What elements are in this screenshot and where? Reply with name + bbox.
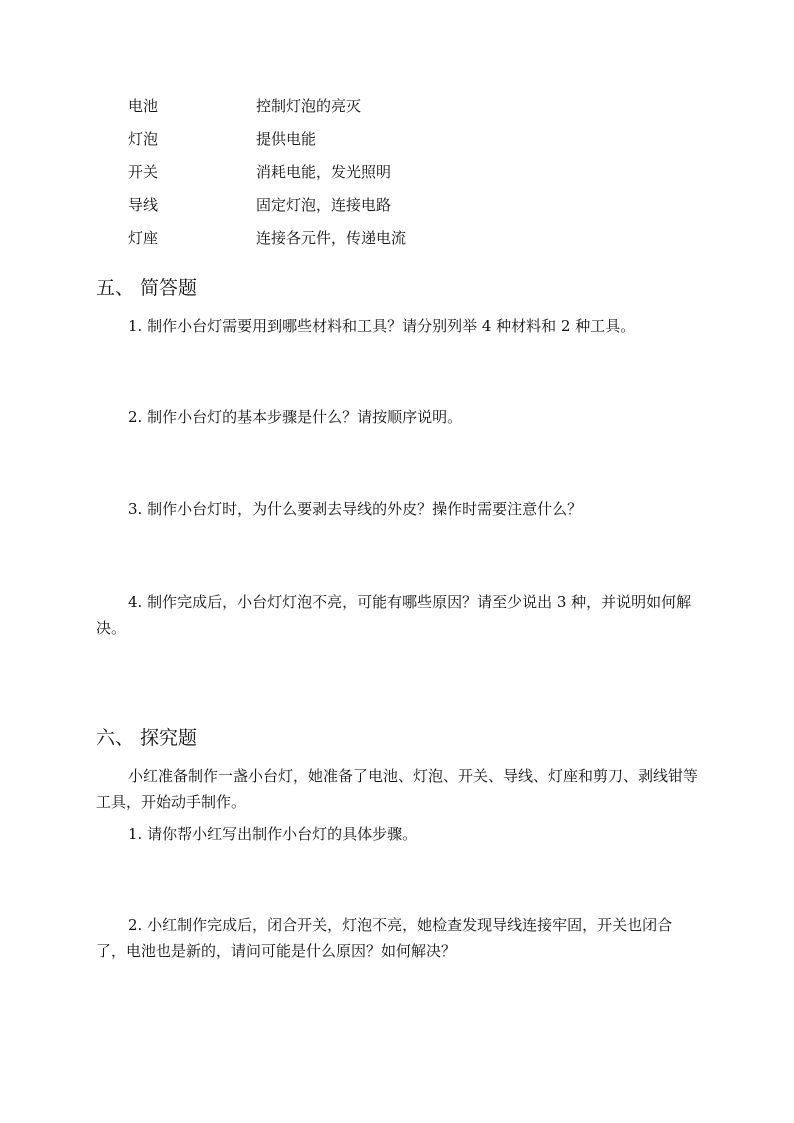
section-title-short-answer: 五、 简答题 bbox=[96, 277, 198, 299]
matching-right-item: 消耗电能，发光照明 bbox=[256, 163, 392, 181]
matching-right-item: 固定灯泡，连接电路 bbox=[256, 196, 392, 214]
section-title-inquiry: 六、 探究题 bbox=[96, 727, 198, 749]
matching-left-item: 开关 bbox=[128, 163, 159, 181]
question-6-1: 1. 请你帮小红写出制作小台灯的具体步骤。 bbox=[128, 825, 418, 843]
matching-left-item: 电池 bbox=[128, 97, 159, 115]
inquiry-intro: 小红准备制作一盏小台灯，她准备了电池、灯泡、开关、导线、灯座和剪刀、剥线钳等工具，开始动手制作。 bbox=[96, 767, 699, 811]
matching-row-5 bbox=[128, 227, 628, 249]
question-5-3: 3. 制作小台灯时，为什么要剥去导线的外皮？操作时需要注意什么？ bbox=[128, 500, 583, 518]
matching-right-item: 控制灯泡的亮灭 bbox=[256, 97, 362, 115]
question-5-1: 1. 制作小台灯需要用到哪些材料和工具？请分别列举 4 种材料和 2 种工具。 bbox=[128, 317, 636, 335]
question-5-2: 2. 制作小台灯的基本步骤是什么？请按顺序说明。 bbox=[128, 408, 463, 426]
question-5-4: 4. 制作完成后，小台灯灯泡不亮，可能有哪些原因？请至少说出 3 种，并说明如何解决。 bbox=[96, 593, 692, 637]
matching-row-1 bbox=[128, 95, 628, 117]
matching-row-3 bbox=[128, 161, 628, 183]
matching-left-item: 灯座 bbox=[128, 229, 159, 247]
question-6-2: 2. 小红制作完成后，闭合开关，灯泡不亮，她检查发现导线连接牢固，开关也闭合了，电池也是新的，请问可能是什么原因？如何解决？ bbox=[96, 916, 673, 960]
matching-right-item: 连接各元件，传递电流 bbox=[256, 229, 407, 247]
matching-left-item: 灯泡 bbox=[128, 130, 159, 148]
matching-right-item: 提供电能 bbox=[256, 130, 317, 148]
matching-row-4 bbox=[128, 194, 628, 216]
matching-row-2 bbox=[128, 128, 628, 150]
matching-left-item: 导线 bbox=[128, 196, 159, 214]
